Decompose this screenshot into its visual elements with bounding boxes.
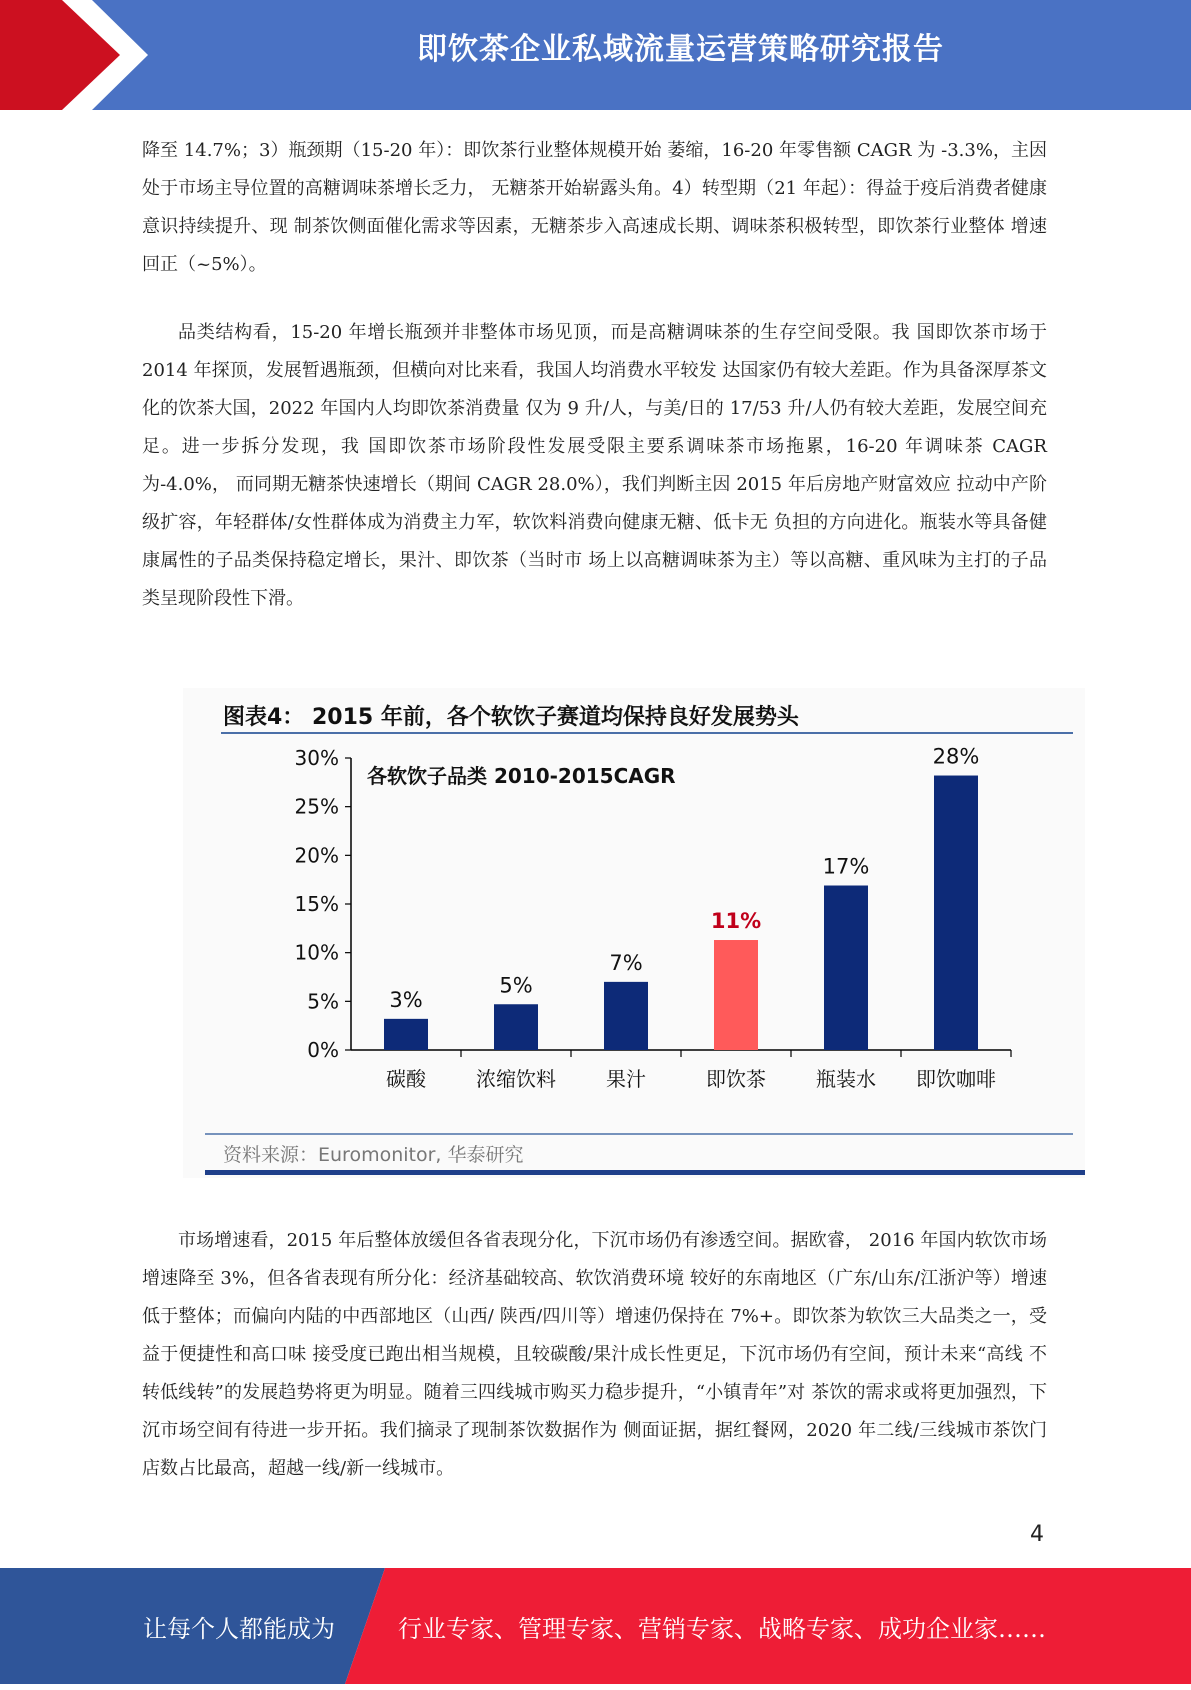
bar-data-label: 28%: [932, 744, 980, 769]
y-tick-label: 10%: [294, 940, 339, 965]
bar-4: [824, 886, 868, 1050]
bar-5: [934, 776, 978, 1050]
page-number: 4: [1030, 1522, 1044, 1547]
bar-data-label: 3%: [389, 987, 423, 1012]
chart-subtitle: 各软饮子品类 2010-2015CAGR: [367, 764, 676, 788]
x-category-label: 果汁: [606, 1067, 646, 1091]
x-category-label: 瓶装水: [816, 1067, 876, 1091]
x-category-label: 即饮茶: [706, 1067, 766, 1091]
y-tick-label: 0%: [307, 1038, 339, 1062]
y-tick-label: 15%: [294, 892, 339, 916]
y-tick-label: 5%: [307, 989, 339, 1014]
report-body-lower: [142, 1222, 1047, 1488]
bar-data-label: 11%: [710, 909, 762, 934]
report-title: 即饮茶企业私域流量运营策略研究报告: [417, 32, 944, 67]
bar-data-label: 5%: [499, 973, 533, 998]
paragraph-category-structure: 品类结构看，15-20 年增长瓶颈并非整体市场见顶，而是高糖调味茶的生存空间受限。我 国即饮茶市场于 2014 年探顶，发展暂遇瓶颈，但横向对比来看，我国人均消费水平较发 达国家仍有较大差距。作为具备深厚茶文化的饮茶大国，2022 年国内人均即饮茶消费量 仅为 9 升/人，与美/日的 17/53 升/人仍有较大差距，发展空间充足。进一步拆分发现，我 国即饮茶市场阶段性发展受限主要系调味茶市场拖累，16-20 年调味茶 CAGR 为-4.0%， 而同期无糖茶快速增长（期间 CAGR 28.0%），我们判断主因 2015 年后房地产财富效应 拉动中产阶级扩容，年轻群体/女性群体成为消费主力军，软饮料消费向健康无糖、低卡无 负担的方向进化。瓶装水等具备健康属性的子品类保持稳定增长，果汁、即饮茶（当时市 场上以高糖调味茶为主）等以高糖、重风味为主打的子品类呈现阶段性下滑。: [142, 322, 1047, 609]
bar-0: [384, 1019, 428, 1050]
paragraph-stages: 降至 14.7%；3）瓶颈期（15-20 年）：即饮茶行业整体规模开始 萎缩，16-20 年零售额 CAGR 为 -3.3%，主因处于市场主导位置的高糖调味茶增长乏力， 无糖茶开始崭露头角。4）转型期（21 年起）：得益于疫后消费者健康意识持续提升、现 制茶饮侧面催化需求等因素，无糖茶步入高速成长期、调味茶积极转型，即饮茶行业整体 增速回正（~5%）。: [142, 140, 1047, 275]
y-tick-label: 30%: [294, 746, 339, 770]
y-tick-label: 20%: [294, 843, 339, 868]
bar-2: [604, 982, 648, 1050]
footer-slogan-right: 行业专家、管理专家、营销专家、战略专家、成功企业家……: [398, 1615, 1046, 1643]
x-category-label: 碳酸: [386, 1067, 426, 1091]
bar-3: [714, 940, 758, 1050]
bar-1: [494, 1004, 538, 1050]
y-tick-label: 25%: [294, 794, 339, 819]
bar-data-label: 17%: [822, 854, 870, 879]
x-category-label: 浓缩饮料: [476, 1067, 556, 1091]
footer-slogan-left: 让每个人都能成为: [143, 1615, 335, 1643]
source-bottom-rule: [205, 1170, 1085, 1175]
chart-source: 资料来源：Euromonitor, 华泰研究: [223, 1144, 524, 1166]
page-footer: [0, 1568, 1191, 1684]
page-header: [0, 0, 1191, 110]
report-body: [142, 132, 1047, 618]
chart-figure: [183, 688, 1085, 1178]
x-category-label: 即饮咖啡: [916, 1067, 996, 1091]
chart-title: 图表4： 2015 年前，各个软饮子赛道均保持良好发展势头: [223, 705, 799, 730]
paragraph-market-growth: 市场增速看，2015 年后整体放缓但各省表现分化，下沉市场仍有渗透空间。据欧睿， 2016 年国内软饮市场增速降至 3%，但各省表现有所分化：经济基础较高、软饮消费环境 较好的东南地区（广东/山东/江浙沪等）增速低于整体；而偏向内陆的中西部地区（山西/ 陕西/四川等）增速仍保持在 7%+。即饮茶为软饮三大品类之一，受益于便捷性和高口味 接受度已跑出相当规模，且较碳酸/果汁成长性更足，下沉市场仍有空间，预计未来“高线 不转低线转”的发展趋势将更为明显。随着三四线城市购买力稳步提升，“小镇青年”对 茶饮的需求或将更加强烈，下沉市场空间有待进一步开拓。我们摘录了现制茶饮数据作为 侧面证据，据红餐网，2020 年二线/三线城市茶饮门店数占比最高，超越一线/新一线城市。: [142, 1230, 1047, 1479]
bar-data-label: 7%: [609, 950, 643, 975]
